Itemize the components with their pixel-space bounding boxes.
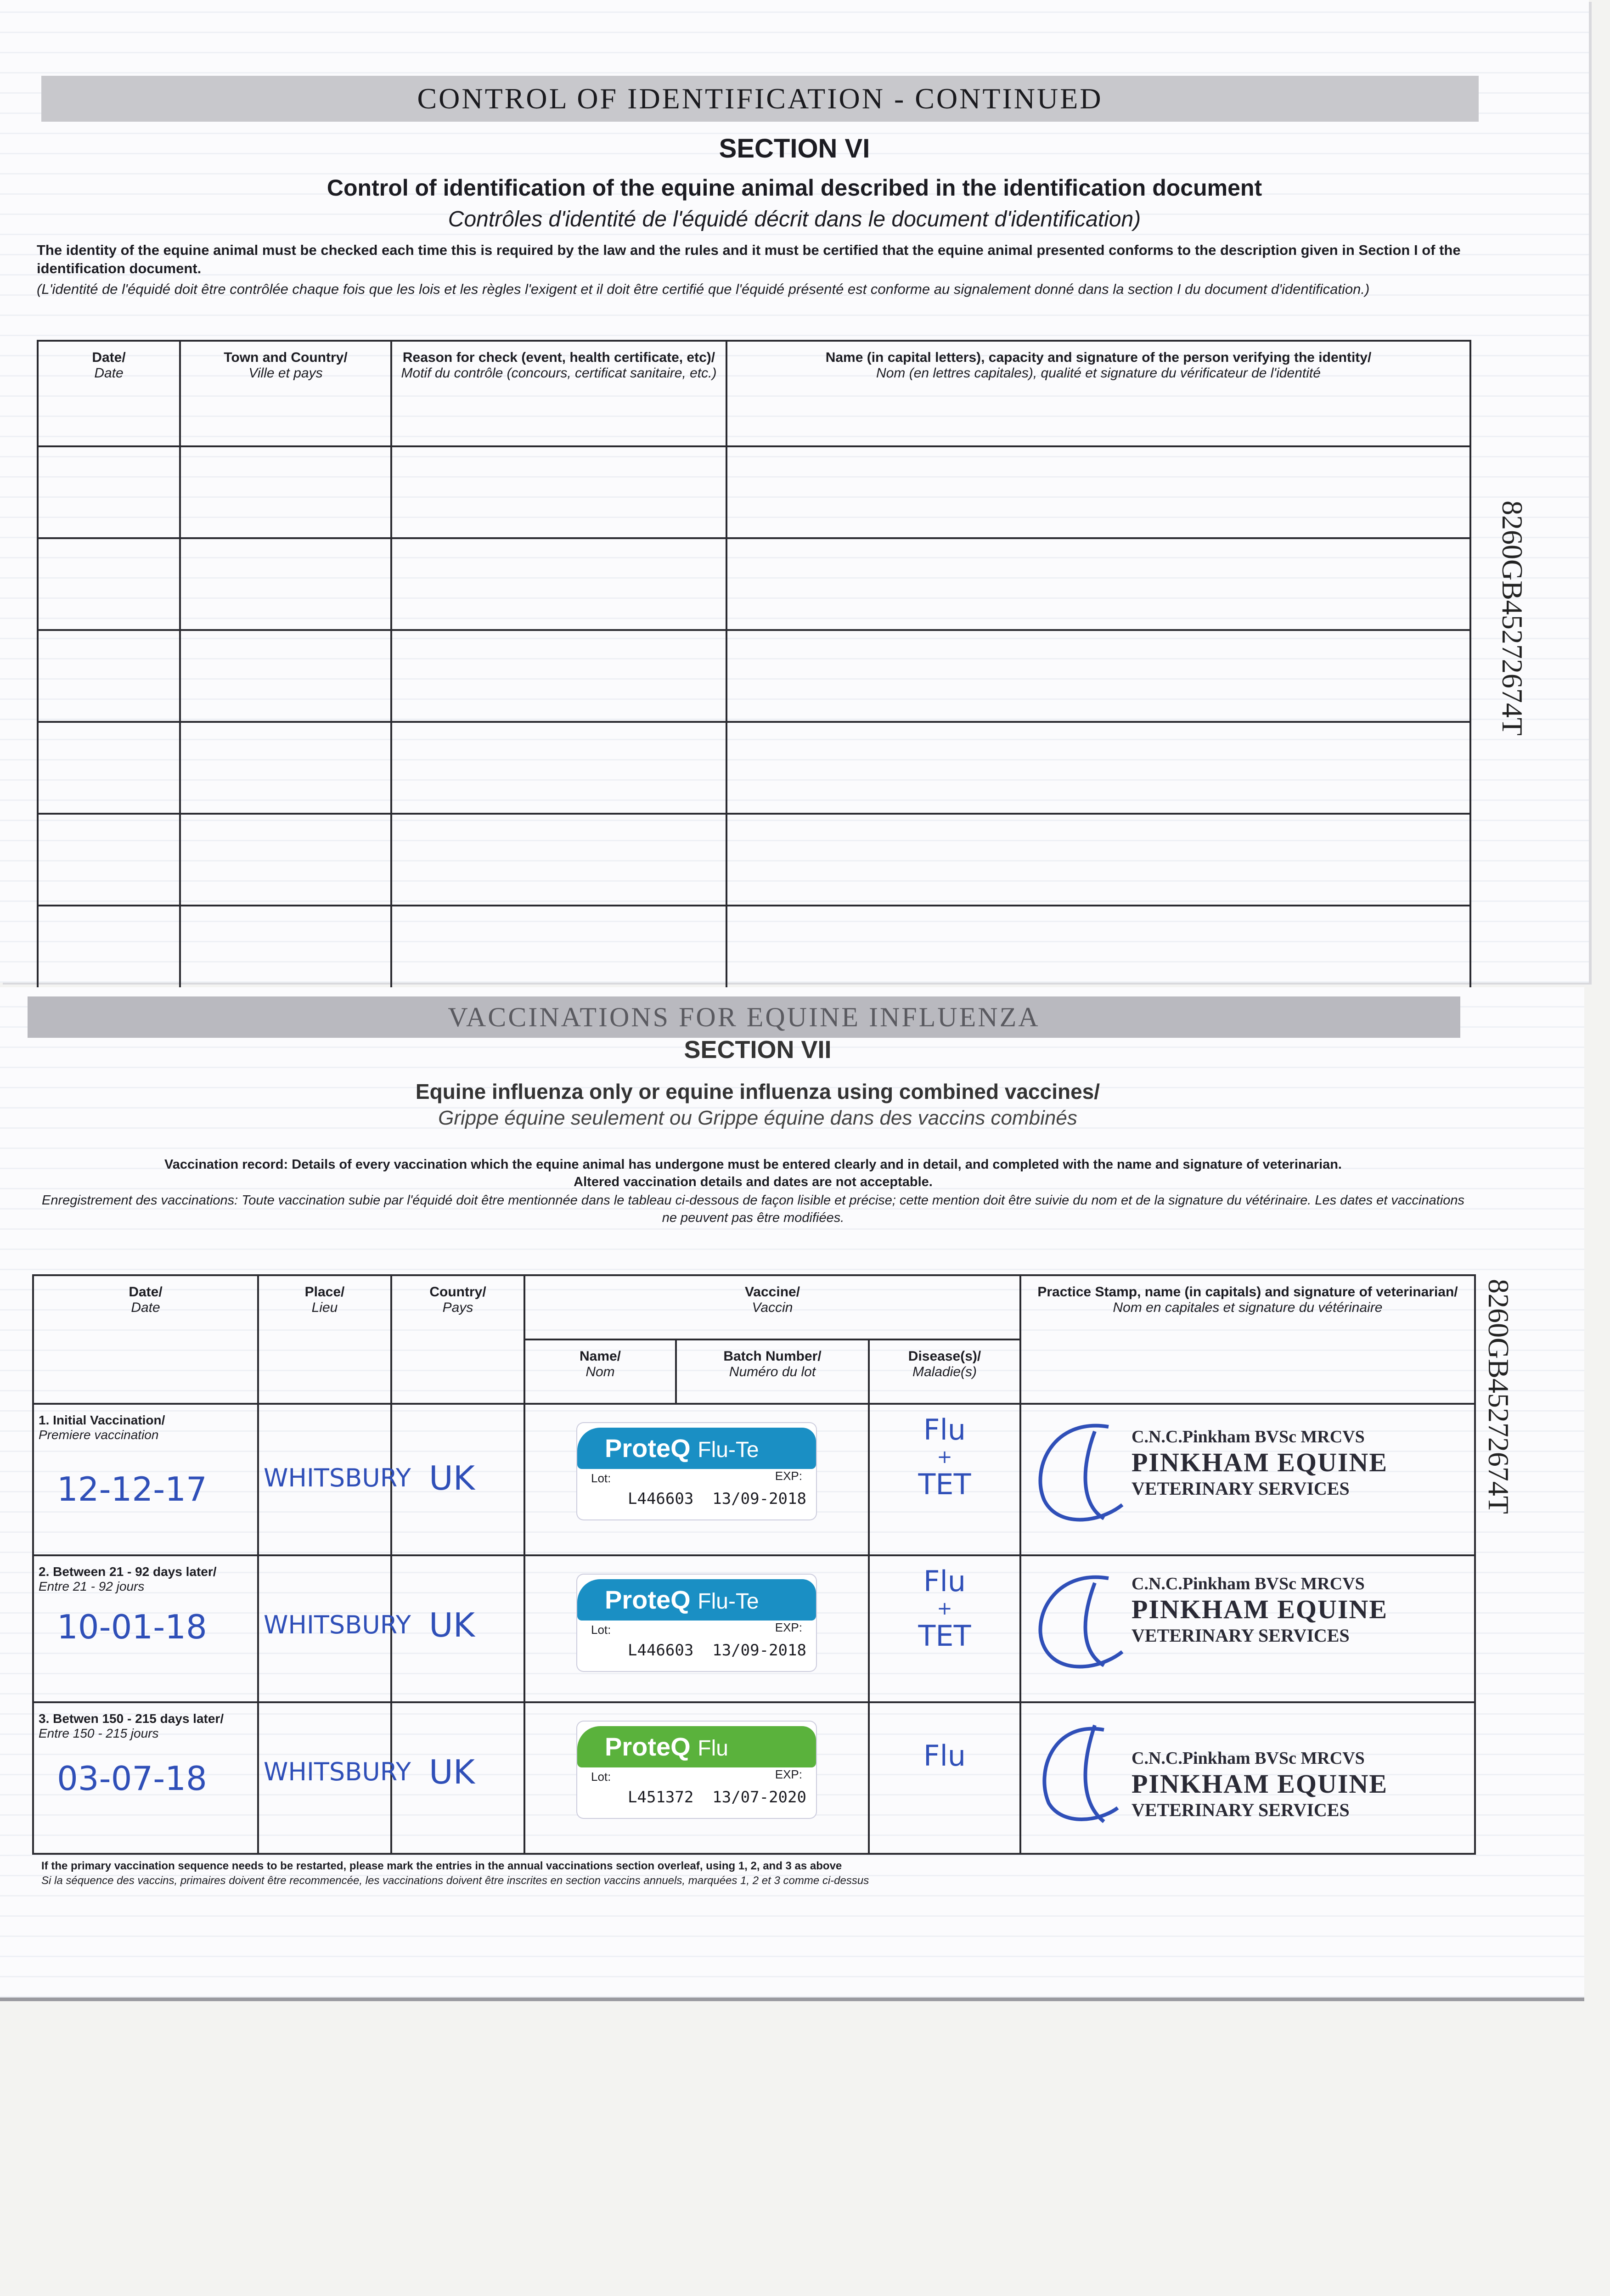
cell[interactable] [391,722,726,814]
col-date-header: Date/ Date [33,1275,258,1404]
row-1-disease-cell [869,1404,1020,1555]
place-value[interactable]: WHITSBURY [264,1463,411,1492]
row-label-fr: Premiere vaccination [39,1428,159,1442]
section-vi-subtitle-fr: Contrôles d'identité de l'équidé décrit dans le document d'identification) [448,207,1141,231]
footnote-en: If the primary vaccination sequence needs to be restarted, please mark the entries in the annual vaccinations section overleaf, using 1, 2, and 3 as above [41,1860,842,1872]
vaccination-table [32,1274,1476,1855]
row-1-date-cell [33,1404,258,1555]
exp-label: EXP: [775,1469,802,1483]
lot-label: Lot: [591,1623,611,1637]
cell[interactable] [726,538,1470,630]
row-3-date-cell [33,1702,258,1854]
batch-number: L446603 13/09-2018 [628,1490,806,1508]
cell[interactable] [180,814,391,906]
passport-id-vertical: 8260GB45272674T [1496,501,1529,736]
row-3-country-cell [391,1702,524,1854]
cell[interactable] [180,630,391,722]
place-value[interactable]: WHITSBURY [264,1757,411,1786]
section-vi-banner: CONTROL OF IDENTIFICATION - CONTINUED [41,76,1479,122]
table-row [38,722,1470,814]
cell[interactable] [38,446,180,538]
disease-value[interactable]: Flu [923,1564,966,1598]
section-vi-title: SECTION VI [719,134,870,163]
cell[interactable] [726,814,1470,906]
veterinarian-signature-icon [1026,1564,1132,1679]
cell[interactable] [38,722,180,814]
country-value[interactable]: UK [429,1459,475,1497]
vaccine-sticker [577,1575,816,1671]
col-batch-header: Batch Number/ Numéro du lot [676,1339,869,1404]
disease-join: + [937,1598,952,1619]
lot-label: Lot: [591,1770,611,1784]
cell[interactable] [391,538,726,630]
row-label: 1. Initial Vaccination/ [39,1413,165,1427]
vaccination-record-en: Vaccination record: Details of every vaccination which the equine animal has undergone must be entered clearly and in detail, and completed with the name and signature of veterinarian. [164,1157,1342,1172]
row-2-date-cell [33,1555,258,1702]
cell[interactable] [391,906,726,993]
row-1-stamp-cell [1020,1404,1475,1555]
row-1-vaccine-label-cell [524,1404,869,1555]
cell[interactable] [38,538,180,630]
vaccination-date[interactable]: 03-07-18 [57,1759,207,1798]
lot-label: Lot: [591,1471,611,1485]
disease-value-2[interactable]: TET [918,1619,971,1653]
vaccination-record-fr: Enregistrement des vaccinations: Toute vaccination subie par l'équidé doit être mentionnée dans le tableau ci-dessous de façon lisible et précise; cette mention doit être suivie du nom et de la signature du vétérinaire. Les dates et vaccinations ne peuvent pas être modifiées. [41,1193,1464,1225]
row-3-stamp-cell [1020,1702,1475,1854]
section-vi-page [0,0,1589,983]
country-value[interactable]: UK [429,1753,475,1791]
cell[interactable] [726,446,1470,538]
row-label: 2. Between 21 - 92 days later/ [39,1564,217,1579]
disease-value[interactable]: Flu [923,1739,966,1773]
col-verifier-header: Name (in capital letters), capacity and signature of the person verifying the identity/ Nom (en lettres capitales), qualité et signature du vérificateur de l'identité [726,341,1470,446]
row-1-place-cell [258,1404,411,1555]
practice-stamp: C.N.C.Pinkham BVSc MRCVS PINKHAM EQUINE VETERINARY SERVICES [1132,1574,1388,1646]
footnote-fr: Si la séquence des vaccins, primaires doivent être recommencée, les vaccinations doivent être inscrites en section vaccins annuels, marquées 1, 2 et 3 comme ci-dessus [41,1874,869,1887]
col-reason-header: Reason for check (event, health certificate, etc)/ Motif du contrôle (concours, certificat sanitaire, etc.) [391,341,726,446]
cell[interactable] [726,630,1470,722]
col-town-header: Town and Country/ Ville et pays [180,341,391,446]
table-row [38,906,1470,993]
section-vi-intro-fr: (L'identité de l'équidé doit être contrôlée chaque fois que les lois et les règles l'exigent et il doit être certifié que l'équidé présenté est conforme au signalement donné dans la section I du document d'identification.) [37,281,1370,297]
vaccine-sticker [577,1722,816,1818]
cell[interactable] [180,446,391,538]
row-3-disease-cell [869,1702,1020,1854]
place-value[interactable]: WHITSBURY [264,1610,411,1639]
section-vii-banner: VACCINATIONS FOR EQUINE INFLUENZA [28,996,1460,1038]
disease-value-2[interactable]: TET [918,1468,971,1501]
vaccination-date[interactable]: 12-12-17 [57,1470,207,1508]
section-vii-subtitle-en: Equine influenza only or equine influenza using combined vaccines/ [415,1080,1100,1103]
col-place-header: Place/ Lieu [258,1275,391,1404]
vaccine-name: ProteQ Flu-Te [605,1434,759,1463]
practice-stamp: C.N.C.Pinkham BVSc MRCVS PINKHAM EQUINE VETERINARY SERVICES [1132,1427,1388,1499]
cell[interactable] [38,630,180,722]
cell[interactable] [726,906,1470,993]
vaccine-name: ProteQ Flu-Te [605,1585,759,1614]
vaccine-sticker [577,1423,816,1519]
row-label-fr: Entre 150 - 215 jours [39,1726,159,1740]
vaccine-name: ProteQ Flu [605,1732,728,1761]
table-row [33,1555,1475,1702]
cell[interactable] [726,722,1470,814]
batch-number: L446603 13/09-2018 [628,1641,806,1660]
section-vii-page [0,987,1584,1998]
table-row [38,538,1470,630]
cell[interactable] [391,446,726,538]
cell[interactable] [38,906,180,993]
col-vaccine-header: Vaccine/ Vaccin [524,1275,1020,1339]
table-row [38,814,1470,906]
col-country-header: Country/ Pays [391,1275,524,1404]
row-1-country-cell [391,1404,524,1555]
row-label-fr: Entre 21 - 92 jours [39,1579,145,1593]
batch-number: L451372 13/07-2020 [628,1788,806,1806]
vaccination-date[interactable]: 10-01-18 [57,1608,207,1646]
exp-label: EXP: [775,1621,802,1634]
col-stamp-header: Practice Stamp, name (in capitals) and signature of veterinarian/ Nom en capitales et signature du vétérinaire [1020,1275,1475,1404]
row-2-country-cell [391,1555,524,1702]
veterinarian-signature-icon [1026,1711,1132,1831]
cell[interactable] [38,814,180,906]
row-3-vaccine-label-cell [524,1702,869,1854]
section-vi-intro-en: The identity of the equine animal must be checked each time this is required by the law and the rules and it must be certified that the equine animal presented conforms to the description given in Section I of the identification document. [37,242,1461,276]
col-name-header: Name/ Nom [524,1339,676,1404]
table-row [38,446,1470,538]
disease-join: + [937,1446,952,1468]
section-vii-title: SECTION VII [684,1036,832,1064]
row-label: 3. Betwen 150 - 215 days later/ [39,1711,224,1726]
col-date-header: Date/ Date [38,341,180,446]
disease-value[interactable]: Flu [923,1413,966,1446]
section-vi-subtitle-en: Control of identification of the equine animal described in the identification document [327,175,1262,201]
row-2-place-cell [258,1555,411,1702]
row-3-place-cell [258,1702,411,1854]
table-row [38,630,1470,722]
row-2-vaccine-label-cell [524,1555,869,1702]
practice-stamp: C.N.C.Pinkham BVSc MRCVS PINKHAM EQUINE VETERINARY SERVICES [1132,1749,1388,1820]
cell[interactable] [180,906,391,993]
table-row [33,1702,1475,1854]
cell[interactable] [180,538,391,630]
table-row [33,1404,1475,1555]
passport-id-vertical: 8260GB45272674T [1482,1279,1515,1514]
country-value[interactable]: UK [429,1606,475,1644]
veterinarian-signature-icon [1026,1413,1132,1532]
row-2-disease-cell [869,1555,1020,1702]
cell[interactable] [391,630,726,722]
row-2-stamp-cell [1020,1555,1475,1702]
col-disease-header: Disease(s)/ Maladie(s) [869,1339,1020,1404]
vaccination-record-en2: Altered vaccination details and dates are not acceptable. [574,1175,933,1189]
identity-check-table [37,340,1471,994]
cell[interactable] [391,814,726,906]
cell[interactable] [180,722,391,814]
exp-label: EXP: [775,1767,802,1781]
section-vii-subtitle-fr: Grippe équine seulement ou Grippe équine dans des vaccins combinés [438,1107,1077,1129]
